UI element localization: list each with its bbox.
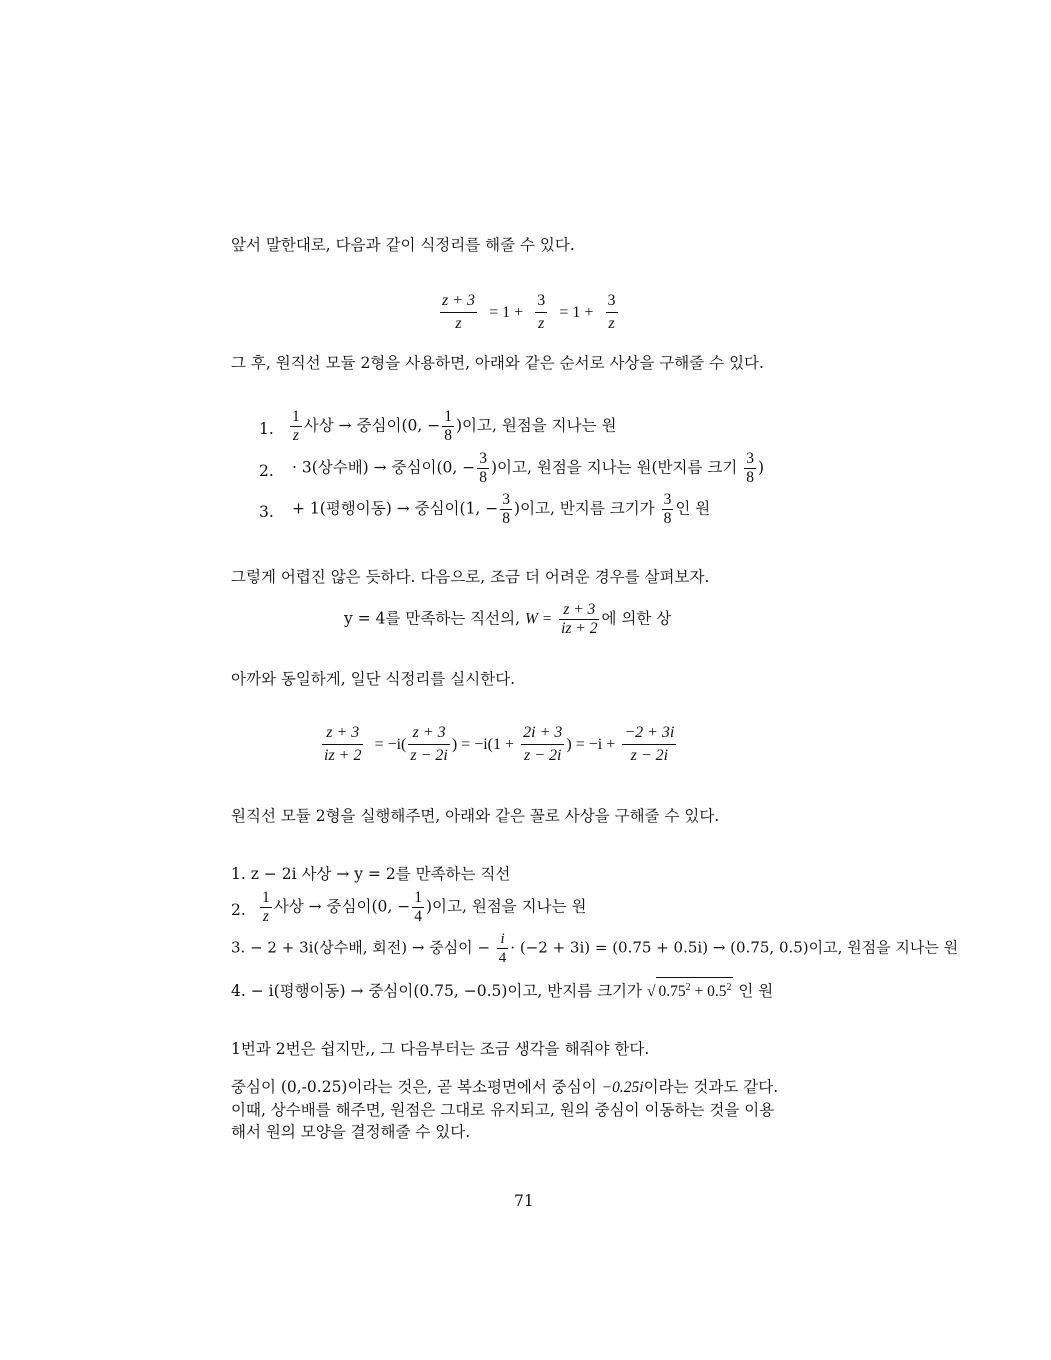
list1-item-2: · 3(상수배) → 중심이(0, − $\frac{3}{8}$ )이고, 원점을 지나는 원(반지름 크기 $\frac{3}{8}$ ): [292, 450, 765, 486]
fraction: $\frac{z + 3}{z}$: [442, 292, 476, 332]
easy-paragraph: 1번과 2번은 쉽지만,, 그 다음부터는 조금 생각을 해줘야 한다.: [231, 1040, 650, 1058]
list1-number-2: 2.: [259, 462, 274, 480]
center-paragraph-line-2: 이때, 상수배를 해주면, 원점은 그대로 유지되고, 원의 중심이 이동하는 것을 이용: [231, 1101, 775, 1119]
fraction: $\frac{3}{z}$: [607, 292, 616, 332]
harder-paragraph: 그렇게 어렵진 않은 듯하다. 다음으로, 조금 더 어려운 경우를 살펴보자.: [231, 568, 710, 586]
after-eq1-paragraph: 그 후, 원직선 모듈 2형을 사용하면, 아래와 같은 순서로 사상을 구해줄 수 있다.: [231, 354, 764, 372]
intro-paragraph: 앞서 말한대로, 다음과 같이 식정리를 해줄 수 있다.: [231, 236, 575, 254]
list2-item-4: 4. − i(평행이동) → 중심이(0.75, −0.5)이고, 반지름 크기가 √ $0.75^2 + 0.5^2$ 인 원: [231, 977, 773, 1002]
list1-item-3: + 1(평행이동) → 중심이(1, − $\frac{3}{8}$ )이고, 반지름 크기가 $\frac{3}{8}$ 인 원: [292, 491, 711, 527]
equation-3: $\frac{z + 3}{iz + 2}$ = −i( $\frac{z + 3}{z - 2i}$ ) = −i(1 + $\frac{2i + 3}{z - 2i}$ ) = −i + $\frac{-2 + 3i}{z - 2i}$: [324, 724, 675, 764]
center-paragraph-line-1: 중심이 (0,-0.25)이라는 것은, 곧 복소평면에서 중심이 −0.25i이라는 것과도 같다.: [231, 1078, 779, 1096]
list2-item-2: $\frac{1}{z}$ 사상 → 중심이(0, − $\frac{1}{4}$ )이고, 원점을 지나는 원: [262, 889, 587, 925]
problem-statement: y = 4를 만족하는 직선의, W = $\frac{z + 3}{iz + 2}$ 에 의한 상: [344, 601, 672, 637]
page-number: 71: [514, 1192, 534, 1210]
list1-number-3: 3.: [259, 503, 274, 521]
center-paragraph-line-3: 해서 원의 모양을 결정해줄 수 있다.: [231, 1123, 471, 1141]
list1-number-1: 1.: [259, 420, 274, 438]
fraction: $\frac{3}{z}$: [537, 292, 546, 332]
after-eq3-paragraph: 원직선 모듈 2형을 실행해주면, 아래와 같은 꼴로 사상을 구해줄 수 있다.: [231, 807, 720, 825]
same-as-before-paragraph: 아까와 동일하게, 일단 식정리를 실시한다.: [231, 670, 516, 688]
list2-number-2: 2.: [231, 901, 246, 919]
list2-item-3: 3. − 2 + 3i(상수배, 회전) → 중심이 − $\frac{i}{4}$ · (−2 + 3i) = (0.75 + 0.5i) → (0.75, 0.5)이고, 원점을 지나는 원: [231, 931, 959, 966]
equation-1: $\frac{z + 3}{z}$ = 1 + $\frac{3}{z}$ = 1 + $\frac{3}{z}$: [438, 290, 620, 335]
square-root: $0.75^2 + 0.5^2$: [656, 977, 733, 1002]
list2-item-1: 1. z − 2i 사상 → y = 2를 만족하는 직선: [231, 865, 511, 883]
list1-item-1: $\frac{1}{z}$ 사상 → 중심이(0, − $\frac{1}{8}$ )이고, 원점을 지나는 원: [292, 408, 617, 444]
